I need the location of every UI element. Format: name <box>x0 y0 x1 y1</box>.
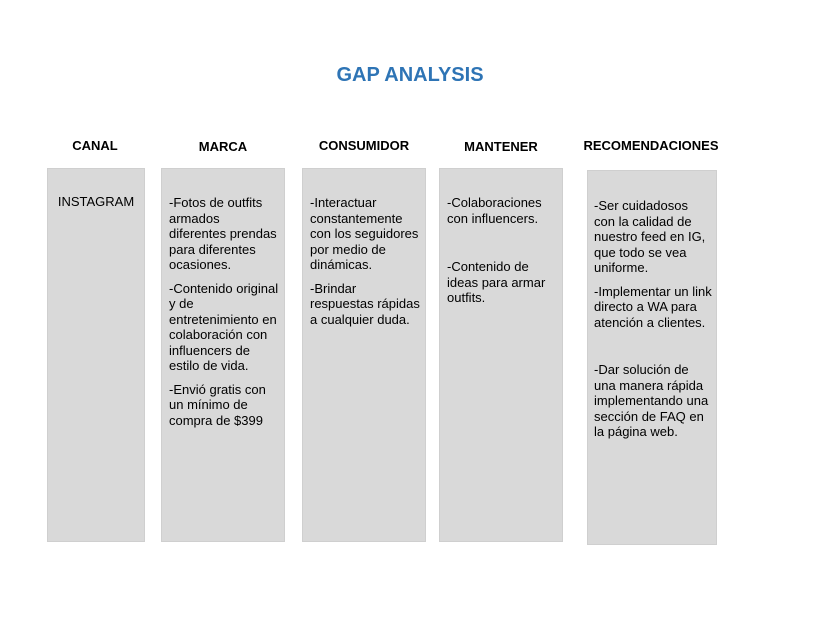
recomendaciones-item: -Dar solución de una manera rápida implementando una sección de FAQ en la página web. <box>594 362 709 439</box>
consumidor-item: -Brindar respuestas rápidas a cualquier duda. <box>310 280 420 327</box>
marca-text <box>169 195 279 436</box>
page-title <box>0 64 820 87</box>
header-mantener: MANTENER <box>464 139 538 154</box>
column-canal <box>47 168 145 542</box>
page-title-text: GAP ANALYSIS <box>336 64 484 86</box>
mantener-item: -Contenido de ideas para armar outfits. <box>447 259 546 305</box>
marca-item: -Fotos de outfits armados diferentes prendas para diferentes ocasiones. <box>169 195 277 272</box>
recomendaciones-item: -Implementar un link directo a WA para atención a clientes. <box>594 283 712 330</box>
header-recomendaciones: RECOMENDACIONES <box>583 138 719 153</box>
header-marca: MARCA <box>198 139 248 154</box>
mantener-item: -Colaboraciones con influencers. <box>447 195 542 226</box>
recomendaciones-item: -Ser cuidadosos con la calidad de nuestro feed en IG, que todo se vea uniforme. <box>594 198 706 275</box>
header-consumidor: CONSUMIDOR <box>318 138 410 153</box>
header-canal: CANAL <box>72 138 118 153</box>
marca-item: -Contenido original y de entretenimiento en colaboración con influencers de estilo de vida. <box>169 280 279 373</box>
mantener-text <box>447 195 557 314</box>
canal-text <box>47 194 145 218</box>
marca-item: -Envió gratis con un mínimo de compra de $399 <box>169 381 266 428</box>
consumidor-text <box>310 195 422 335</box>
canal-value: INSTAGRAM <box>57 194 135 209</box>
consumidor-item: -Interactuar constantemente con los seguidores por medio de dinámicas. <box>310 195 419 272</box>
recomendaciones-text <box>594 198 712 448</box>
